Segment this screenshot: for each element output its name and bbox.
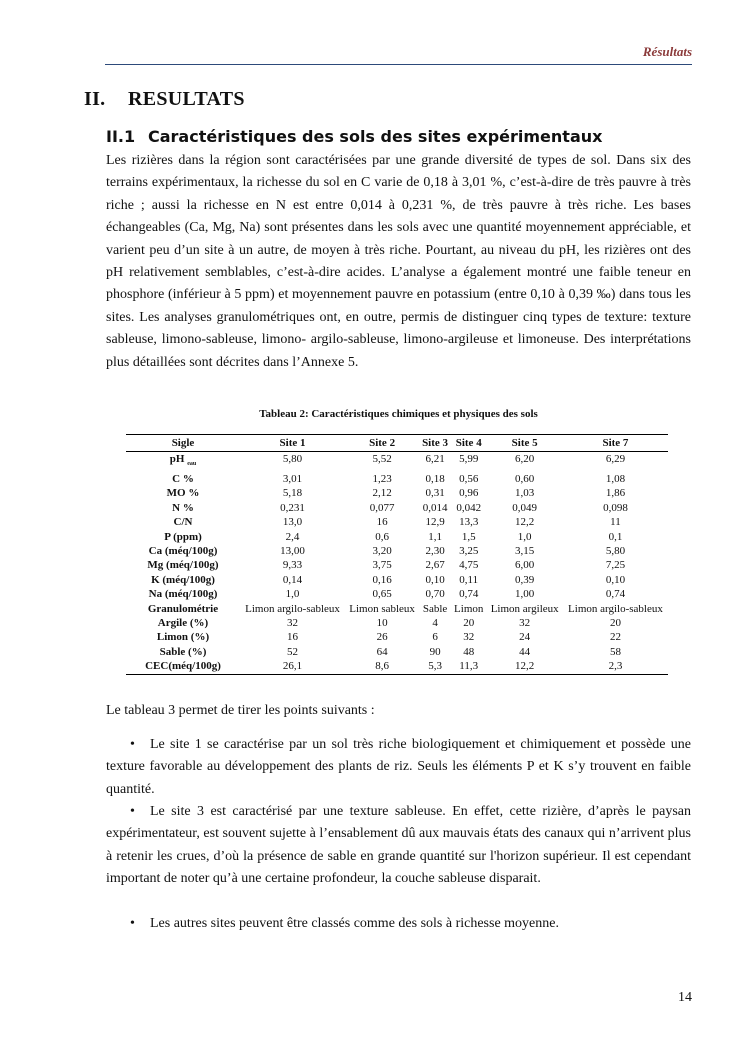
table-cell: 0,60 [515, 473, 535, 485]
table-cell: 0,1 [608, 530, 623, 543]
table-cell: 0,70 [425, 588, 445, 601]
section-number: II. [84, 88, 106, 110]
table-cell: 1,1 [428, 530, 442, 543]
table-cell: 13,0 [282, 516, 303, 529]
bullet-item [106, 913, 691, 935]
table-cell: 0,14 [282, 573, 303, 586]
table-cell: 12,2 [486, 659, 562, 674]
table-cell: 4 [432, 617, 438, 630]
table-cell: 90 [429, 645, 441, 658]
table-cell: 16 [376, 516, 388, 529]
table-caption: Tableau 2: Caractéristiques chimiques et physiques des sols [259, 408, 538, 420]
table-row [126, 472, 668, 486]
section-title: RESULTATS [128, 88, 245, 110]
table-cell: 0,6 [375, 530, 389, 543]
table-cell: 13,3 [459, 516, 479, 529]
table-body [126, 452, 668, 674]
table-row [126, 659, 668, 674]
row-label: N % [172, 501, 194, 514]
table-cell: 10 [376, 617, 388, 630]
table-cell: 5,18 [282, 487, 303, 500]
table-cell: 5,99 [459, 453, 479, 466]
table-cell: 7,25 [605, 559, 626, 572]
section-heading [84, 88, 245, 111]
subsection-title: Caractéristiques des sols des sites expérimentaux [148, 127, 603, 146]
column-header: Sigle [126, 435, 240, 452]
table-row [126, 452, 668, 472]
row-label: Limon (%) [156, 631, 210, 644]
table-cell: 6 [432, 631, 438, 644]
table-row [126, 558, 668, 572]
table-cell: 2,4 [285, 530, 300, 543]
table-cell: 0,16 [372, 573, 392, 586]
row-label: Granulométrie [147, 602, 219, 615]
page-number: 14 [678, 990, 692, 1005]
soil-characteristics-table [126, 434, 668, 675]
table-cell: 0,10 [605, 573, 626, 586]
table-header-row [126, 435, 668, 452]
table-cell: 11 [610, 516, 621, 529]
table-cell: 0,014 [422, 501, 448, 514]
table-cell: Limon sableux [349, 602, 415, 615]
table-cell: 1,00 [515, 588, 535, 601]
table-cell: 0,098 [603, 501, 628, 514]
table-cell: 5,80 [605, 545, 626, 558]
bullet-text: Le site 1 se caractérise par un sol très riche biologiquement et chimiquement et possède une texture favorable au développement des plants de riz. Seuls les éléments P et K s’y trouvent en faible quantité. [106, 737, 691, 797]
row-label: Sable (%) [159, 645, 207, 658]
bullet-icon: • [130, 737, 135, 752]
table-cell: 0,74 [605, 588, 626, 601]
table-row [126, 587, 668, 601]
row-label: MO % [166, 487, 200, 500]
table-cell: 5,80 [282, 453, 303, 466]
table-cell: 52 [287, 645, 299, 658]
table-cell: 26,1 [240, 659, 345, 674]
table-cell: 2,3 [563, 659, 668, 674]
table-cell: 1,86 [605, 487, 626, 500]
bullet-text: Le site 3 est caractérisé par une texture sableuse. En effet, cette rizière, d’après le paysan expérimentateur, est souvent sujette à l’ensablement dû aux mauvais états des canaux qui n’arrivent plus à retenir les crues, d’où la présence de sable en grande quantité sur l'horizon supérieur. Il est cependant important de noter qu’à une certaine profondeur, la couche sableuse disparait. [106, 804, 691, 887]
table-cell: 26 [376, 631, 388, 644]
table-cell: 44 [519, 645, 531, 658]
row-label [126, 452, 240, 472]
table-cell: 20 [463, 617, 475, 630]
column-header: Site 5 [486, 435, 562, 452]
row-label: C % [172, 473, 194, 485]
table-cell: 1,23 [372, 473, 392, 485]
ph-subscript: eau [187, 461, 197, 468]
table-cell: 0,74 [459, 588, 479, 601]
table-cell: 0,10 [425, 573, 445, 586]
table-row [126, 544, 668, 558]
table-cell: 11,3 [451, 659, 486, 674]
table-cell: 0,31 [425, 487, 445, 500]
table-cell: 0,65 [372, 588, 392, 601]
table-cell: 32 [463, 631, 475, 644]
row-label: C/N [173, 516, 193, 529]
table-cell: 0,18 [425, 473, 445, 485]
row-label: P (ppm) [164, 530, 202, 543]
table-cell: 0,96 [459, 487, 479, 500]
table-cell: Limon [454, 602, 484, 615]
table-cell: 6,00 [515, 559, 535, 572]
table-cell: 20 [609, 617, 621, 630]
header-title: Résultats [642, 44, 692, 59]
bullet-icon: • [130, 804, 135, 819]
table-cell: 1,08 [605, 473, 626, 485]
table-cell: 13,00 [280, 545, 305, 558]
table-cell: 6,20 [515, 453, 535, 466]
table-cell: 12,2 [515, 516, 535, 529]
table-cell: 58 [609, 645, 621, 658]
column-header: Site 1 [240, 435, 345, 452]
subsection-heading [106, 127, 602, 146]
row-label: Mg (méq/100g) [147, 559, 219, 572]
table-cell: Limon argilo-sableux [245, 602, 340, 615]
row-label: K (méq/100g) [151, 573, 215, 586]
table-cell: 3,25 [459, 545, 479, 558]
table-cell: 2,30 [425, 545, 445, 558]
table-cell: 48 [463, 645, 475, 658]
table-cell: 1,0 [517, 530, 532, 543]
table-cell: 9,33 [282, 559, 303, 572]
row-label: Ca (méq/100g) [148, 545, 218, 558]
table-cell: 0,042 [456, 501, 482, 514]
table-row [126, 530, 668, 544]
page-header [105, 40, 692, 65]
table-cell: 3,75 [372, 559, 392, 572]
column-header: Site 2 [345, 435, 419, 452]
table-row [126, 645, 668, 659]
bullet-item [106, 734, 691, 801]
table-cell: 0,231 [280, 501, 305, 514]
table-cell: 1,5 [461, 530, 476, 543]
table-cell: Sable [422, 602, 448, 615]
table-cell: 3,15 [515, 545, 535, 558]
column-header: Site 4 [451, 435, 486, 452]
ph-label: pH [169, 453, 185, 466]
table-cell: 2,12 [372, 487, 392, 500]
table-cell: 2,67 [425, 559, 445, 572]
bullet-text: Les autres sites peuvent être classés comme des sols à richesse moyenne. [150, 916, 559, 931]
table-cell: 5,3 [419, 659, 451, 674]
table-cell: 0,11 [459, 573, 479, 586]
table-cell: Limon argilo-sableux [568, 602, 663, 615]
table-cell: 0,077 [369, 501, 395, 514]
row-label: Argile (%) [157, 617, 209, 630]
table-cell: Limon argileux [490, 602, 559, 615]
table-cell: 0,56 [459, 473, 479, 485]
intro-paragraph: Les rizières dans la région sont caractérisées par une grande diversité de types de sol. Dans six des terrains expérimentaux, la richesse du sol en C varie de 0,18 à 3,01 %, c’est-à-dire de très pauvre à très riche ; aussi la richesse en N est entre 0,014 à 0,231 %, de très pauvre à très riche. Les bases échangeables (Ca, Mg, Na) sont présentes dans les sols avec une quantité moyennement appréciable, et varient peu d’un site à un autre, de moyen à très riche. Pourtant, au niveau du pH, les rizières ont des pH relativement semblables, c’est-à-dire acides. L’analyse a également montré une faible teneur en phosphore (inférieur à 5 ppm) et moyennement pauvre en potassium (entre 0,10 à 0,39 ‰) dans tous les sites. Les analyses granulométriques ont, en outre, permis de distinguer cinq types de texture: texture sableuse, limono-sableuse, limono- argilo-sableuse, limono-argileuse et limoneuse. Des interprétations plus détaillées sont décrites dans l’Annexe 5. [106, 153, 691, 370]
table-row [126, 616, 668, 630]
lead-paragraph: Le tableau 3 permet de tirer les points suivants : [106, 703, 375, 718]
table-cell: 32 [287, 617, 299, 630]
row-label: Na (méq/100g) [148, 588, 218, 601]
table-cell: 0,39 [515, 573, 535, 586]
table-cell: 12,9 [425, 516, 445, 529]
table-cell: 22 [609, 631, 621, 644]
table-cell: 64 [376, 645, 388, 658]
table-cell: 1,03 [515, 487, 535, 500]
bullet-item [106, 801, 691, 891]
table-cell: 3,01 [282, 473, 303, 485]
table-cell: 0,049 [512, 501, 538, 514]
row-label: CEC(méq/100g) [126, 659, 240, 674]
table-cell: 6,29 [605, 453, 626, 466]
table-cell: 32 [519, 617, 531, 630]
table-cell: 6,21 [425, 453, 445, 466]
bullet-icon: • [130, 916, 135, 931]
table-cell: 1,0 [285, 588, 300, 601]
table-row [126, 602, 668, 616]
table-row [126, 515, 668, 529]
table-cell: 3,20 [372, 545, 392, 558]
table-row [126, 630, 668, 644]
table-cell: 24 [519, 631, 531, 644]
table-row [126, 501, 668, 515]
column-header: Site 7 [563, 435, 668, 452]
table-row [126, 573, 668, 587]
column-header: Site 3 [419, 435, 451, 452]
table-cell: 4,75 [459, 559, 479, 572]
table-cell: 5,52 [372, 453, 392, 466]
subsection-number: II.1 [106, 127, 136, 146]
table-row [126, 486, 668, 500]
table-cell: 16 [287, 631, 299, 644]
table-cell: 8,6 [345, 659, 419, 674]
